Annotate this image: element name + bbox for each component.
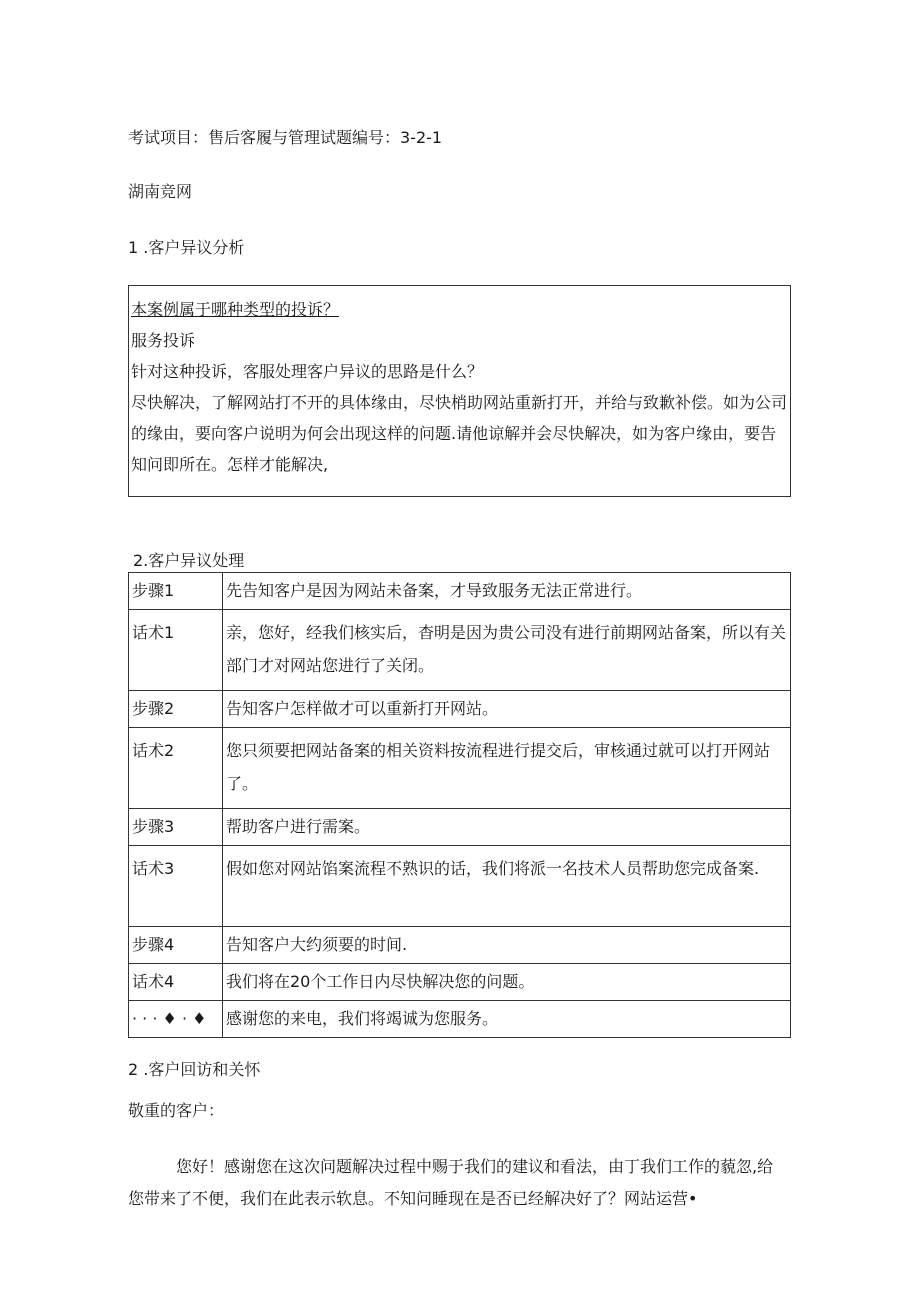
row-label: 话术3 xyxy=(129,846,223,927)
table-row xyxy=(129,691,791,728)
row-label: 步骤4 xyxy=(129,927,223,964)
analysis-box xyxy=(128,285,791,497)
row-text: 亲，您好，经我们核实后，杳明是因为贵公司没有进行前期网站备案，所以有关部门才对网站您进行了关闭。 xyxy=(223,610,791,691)
row-label: 话术4 xyxy=(129,964,223,1001)
table-row xyxy=(129,809,791,846)
company-name: 湖南竞网 xyxy=(128,182,193,201)
analysis-question-2: 针对这种投诉，客服处理客户异议的思路是什么？ xyxy=(131,362,484,381)
handling-steps-table xyxy=(128,572,791,1038)
row-text: 感谢您的来电，我们将竭诚为您服务。 xyxy=(223,1001,791,1038)
section3-title: 2 .客户回访和关怀 xyxy=(128,1060,261,1079)
row-label: · · · ♦ · ♦ xyxy=(129,1001,223,1038)
table-row xyxy=(129,728,791,809)
section1-title: 1 .客户异议分析 xyxy=(128,238,245,257)
row-label: 步骤3 xyxy=(129,809,223,846)
row-text: 告知客户怎样做才可以重新打开网站。 xyxy=(223,691,791,728)
section2-title: 2.客户异议处理 xyxy=(133,551,245,570)
row-text: 假如您对网站馅案流程不熟识的话，我们将派一名技术人员帮助您完成备案. xyxy=(223,846,791,927)
table-row xyxy=(129,1001,791,1038)
letter-body: 您好！感谢您在这次问题解决过程中赐于我们的建议和看法，由丁我们工作的藐忽,给您带来了不便，我们在此表示软息。不知问睡现在是否已经解决好了？网站运营• xyxy=(128,1157,774,1208)
row-text: 帮助客户进行需案。 xyxy=(223,809,791,846)
analysis-answer-2: 尽快解决，了解网站打不开的具体缘由，尽快梢助网站重新打开，并给与致歉补偿。如为公司的缘由，要向客户说明为何会出现这样的问题.请他谅解并会尽快解决，如为客户缘由，要告知问即所在。怎样才能解决, xyxy=(131,393,788,474)
row-text: 先告知客户是因为网站未备案，才导致服务无法正常进行。 xyxy=(223,573,791,610)
letter-salutation: 敬重的客户： xyxy=(128,1101,225,1120)
table-row xyxy=(129,573,791,610)
row-text: 您只须要把网站备案的相关资料按流程进行提交后，审核通过就可以打开网站了。 xyxy=(223,728,791,809)
table-row xyxy=(129,927,791,964)
table-row xyxy=(129,610,791,691)
row-label: 步骤1 xyxy=(129,573,223,610)
analysis-answer-1: 服务投诉 xyxy=(131,331,196,350)
row-label: 话术2 xyxy=(129,728,223,809)
row-label: 步骤2 xyxy=(129,691,223,728)
analysis-question-1: 本案例属于哪种类型的投诉？ xyxy=(131,300,340,319)
row-label: 话术1 xyxy=(129,610,223,691)
table-row xyxy=(129,964,791,1001)
row-text: 我们将在20个工作日内尽快解决您的问题。 xyxy=(223,964,791,1001)
row-text: 告知客户大约须要的时间. xyxy=(223,927,791,964)
table-row xyxy=(129,846,791,927)
exam-info-line: 考试项目：售后客履与管理试题编号：3-2-1 xyxy=(128,128,443,147)
